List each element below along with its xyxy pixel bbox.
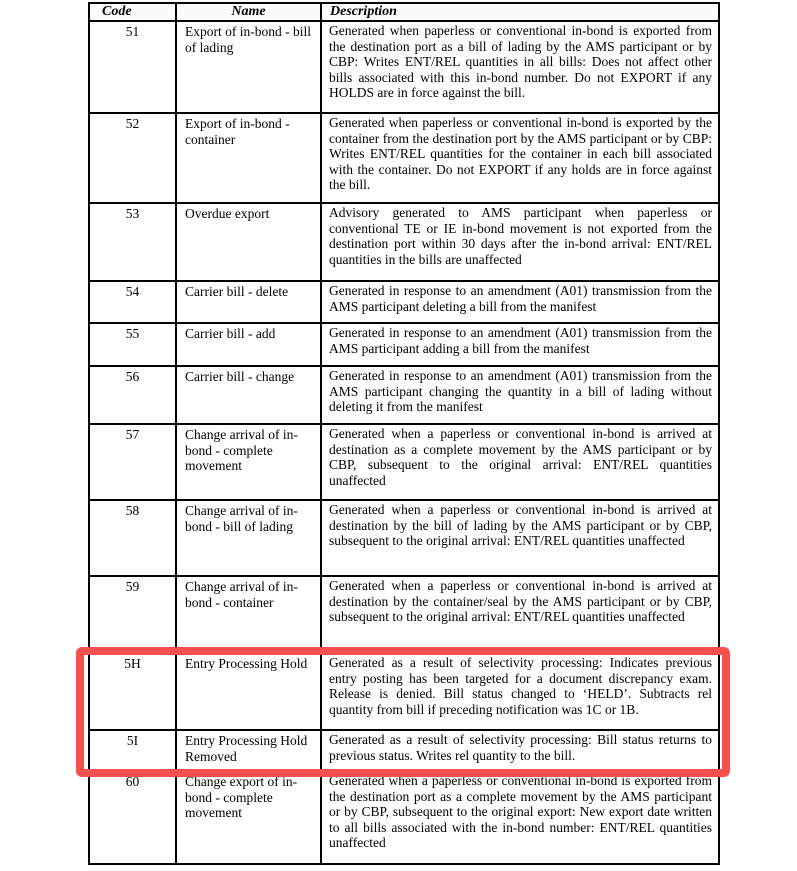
table-row <box>89 500 719 576</box>
code-cell: 5H <box>89 653 176 730</box>
code-cell: 53 <box>89 203 176 281</box>
status-codes-table <box>88 2 720 865</box>
table-row <box>89 203 719 281</box>
code-cell: 57 <box>89 424 176 500</box>
description-cell: Generated in response to an amendment (A01) transmission from the AMS participant changing the quantity in a bill of lading without deleting it from the manifest <box>321 366 719 424</box>
name-cell: Export of in-bond - bill of lading <box>176 21 321 113</box>
code-cell: 51 <box>89 21 176 113</box>
name-cell: Entry Processing Hold Removed <box>176 730 321 771</box>
column-header-description: Description <box>321 3 719 21</box>
name-cell: Change arrival of in-bond - container <box>176 576 321 653</box>
description-cell: Generated when paperless or conventional in-bond is exported from the destination port as a bill of lading by the AMS participant or by CBP: Writes ENT/REL quantities in all bills: Does not affect other bills associated with this in-bond number. Do not EXPORT if any HOLDS are in force against the bill. <box>321 21 719 113</box>
name-cell: Carrier bill - change <box>176 366 321 424</box>
table-row <box>89 653 719 730</box>
code-cell: 56 <box>89 366 176 424</box>
table-row <box>89 323 719 366</box>
description-cell: Generated when a paperless or conventional in-bond is arrived at destination by the bill of lading by the AMS participant or by CBP, subsequent to the original arrival: ENT/REL quantities unaffected <box>321 500 719 576</box>
name-cell: Overdue export <box>176 203 321 281</box>
table-row <box>89 771 719 864</box>
name-cell: Entry Processing Hold <box>176 653 321 730</box>
table-row <box>89 21 719 113</box>
code-cell: 58 <box>89 500 176 576</box>
name-cell: Carrier bill - add <box>176 323 321 366</box>
code-cell: 5I <box>89 730 176 771</box>
name-cell: Change arrival of in-bond - complete movement <box>176 424 321 500</box>
table-row <box>89 730 719 771</box>
code-cell: 60 <box>89 771 176 864</box>
description-cell: Generated when a paperless or conventional in-bond is arrived at destination as a complete movement by the AMS participant or by CBP, subsequent to the original arrival: ENT/REL quantities unaffected <box>321 424 719 500</box>
description-cell: Generated as a result of selectivity processing: Indicates previous entry posting has been targeted for a document discrepancy exam. Release is denied. Bill status changed to ‘HELD’. Subtracts rel quantity from bill if preceding notification was 1C or 1B. <box>321 653 719 730</box>
code-cell: 59 <box>89 576 176 653</box>
description-cell: Generated in response to an amendment (A01) transmission from the AMS participant deleting a bill from the manifest <box>321 281 719 323</box>
column-header-code: Code <box>89 3 176 21</box>
description-cell: Generated when a paperless or conventional in-bond is exported from the destination port as a complete movement by the AMS participant or by CBP, subsequent to the original export: New export date written to all bills associated with the in-bond number: ENT/REL quantities unaffected <box>321 771 719 864</box>
description-cell: Generated in response to an amendment (A01) transmission from the AMS participant adding a bill from the manifest <box>321 323 719 366</box>
description-cell: Advisory generated to AMS participant when paperless or conventional TE or IE in-bond movement is not exported from the destination port within 30 days after the in-bond arrival: ENT/REL quantities in the bills are unaffected <box>321 203 719 281</box>
description-cell: Generated as a result of selectivity processing: Bill status returns to previous status. Writes rel quantity to the bill. <box>321 730 719 771</box>
description-cell: Generated when a paperless or conventional in-bond is arrived at destination by the container/seal by the AMS participant or by CBP, subsequent to the original arrival: ENT/REL quantities unaffected <box>321 576 719 653</box>
column-header-name: Name <box>176 3 321 21</box>
name-cell: Change export of in-bond - complete movement <box>176 771 321 864</box>
name-cell: Change arrival of in-bond - bill of lading <box>176 500 321 576</box>
table-row <box>89 281 719 323</box>
description-cell: Generated when paperless or conventional in-bond is exported by the container from the destination port by the AMS participant or by CBP: Writes ENT/REL quantities for the container in each bill associated with the container. Do not EXPORT if any holds are in force against the bill. <box>321 113 719 203</box>
table-row <box>89 113 719 203</box>
code-cell: 54 <box>89 281 176 323</box>
table-row <box>89 576 719 653</box>
code-cell: 55 <box>89 323 176 366</box>
name-cell: Export of in-bond - container <box>176 113 321 203</box>
table-row <box>89 366 719 424</box>
code-cell: 52 <box>89 113 176 203</box>
table-header-row <box>89 3 719 21</box>
name-cell: Carrier bill - delete <box>176 281 321 323</box>
table-row <box>89 424 719 500</box>
